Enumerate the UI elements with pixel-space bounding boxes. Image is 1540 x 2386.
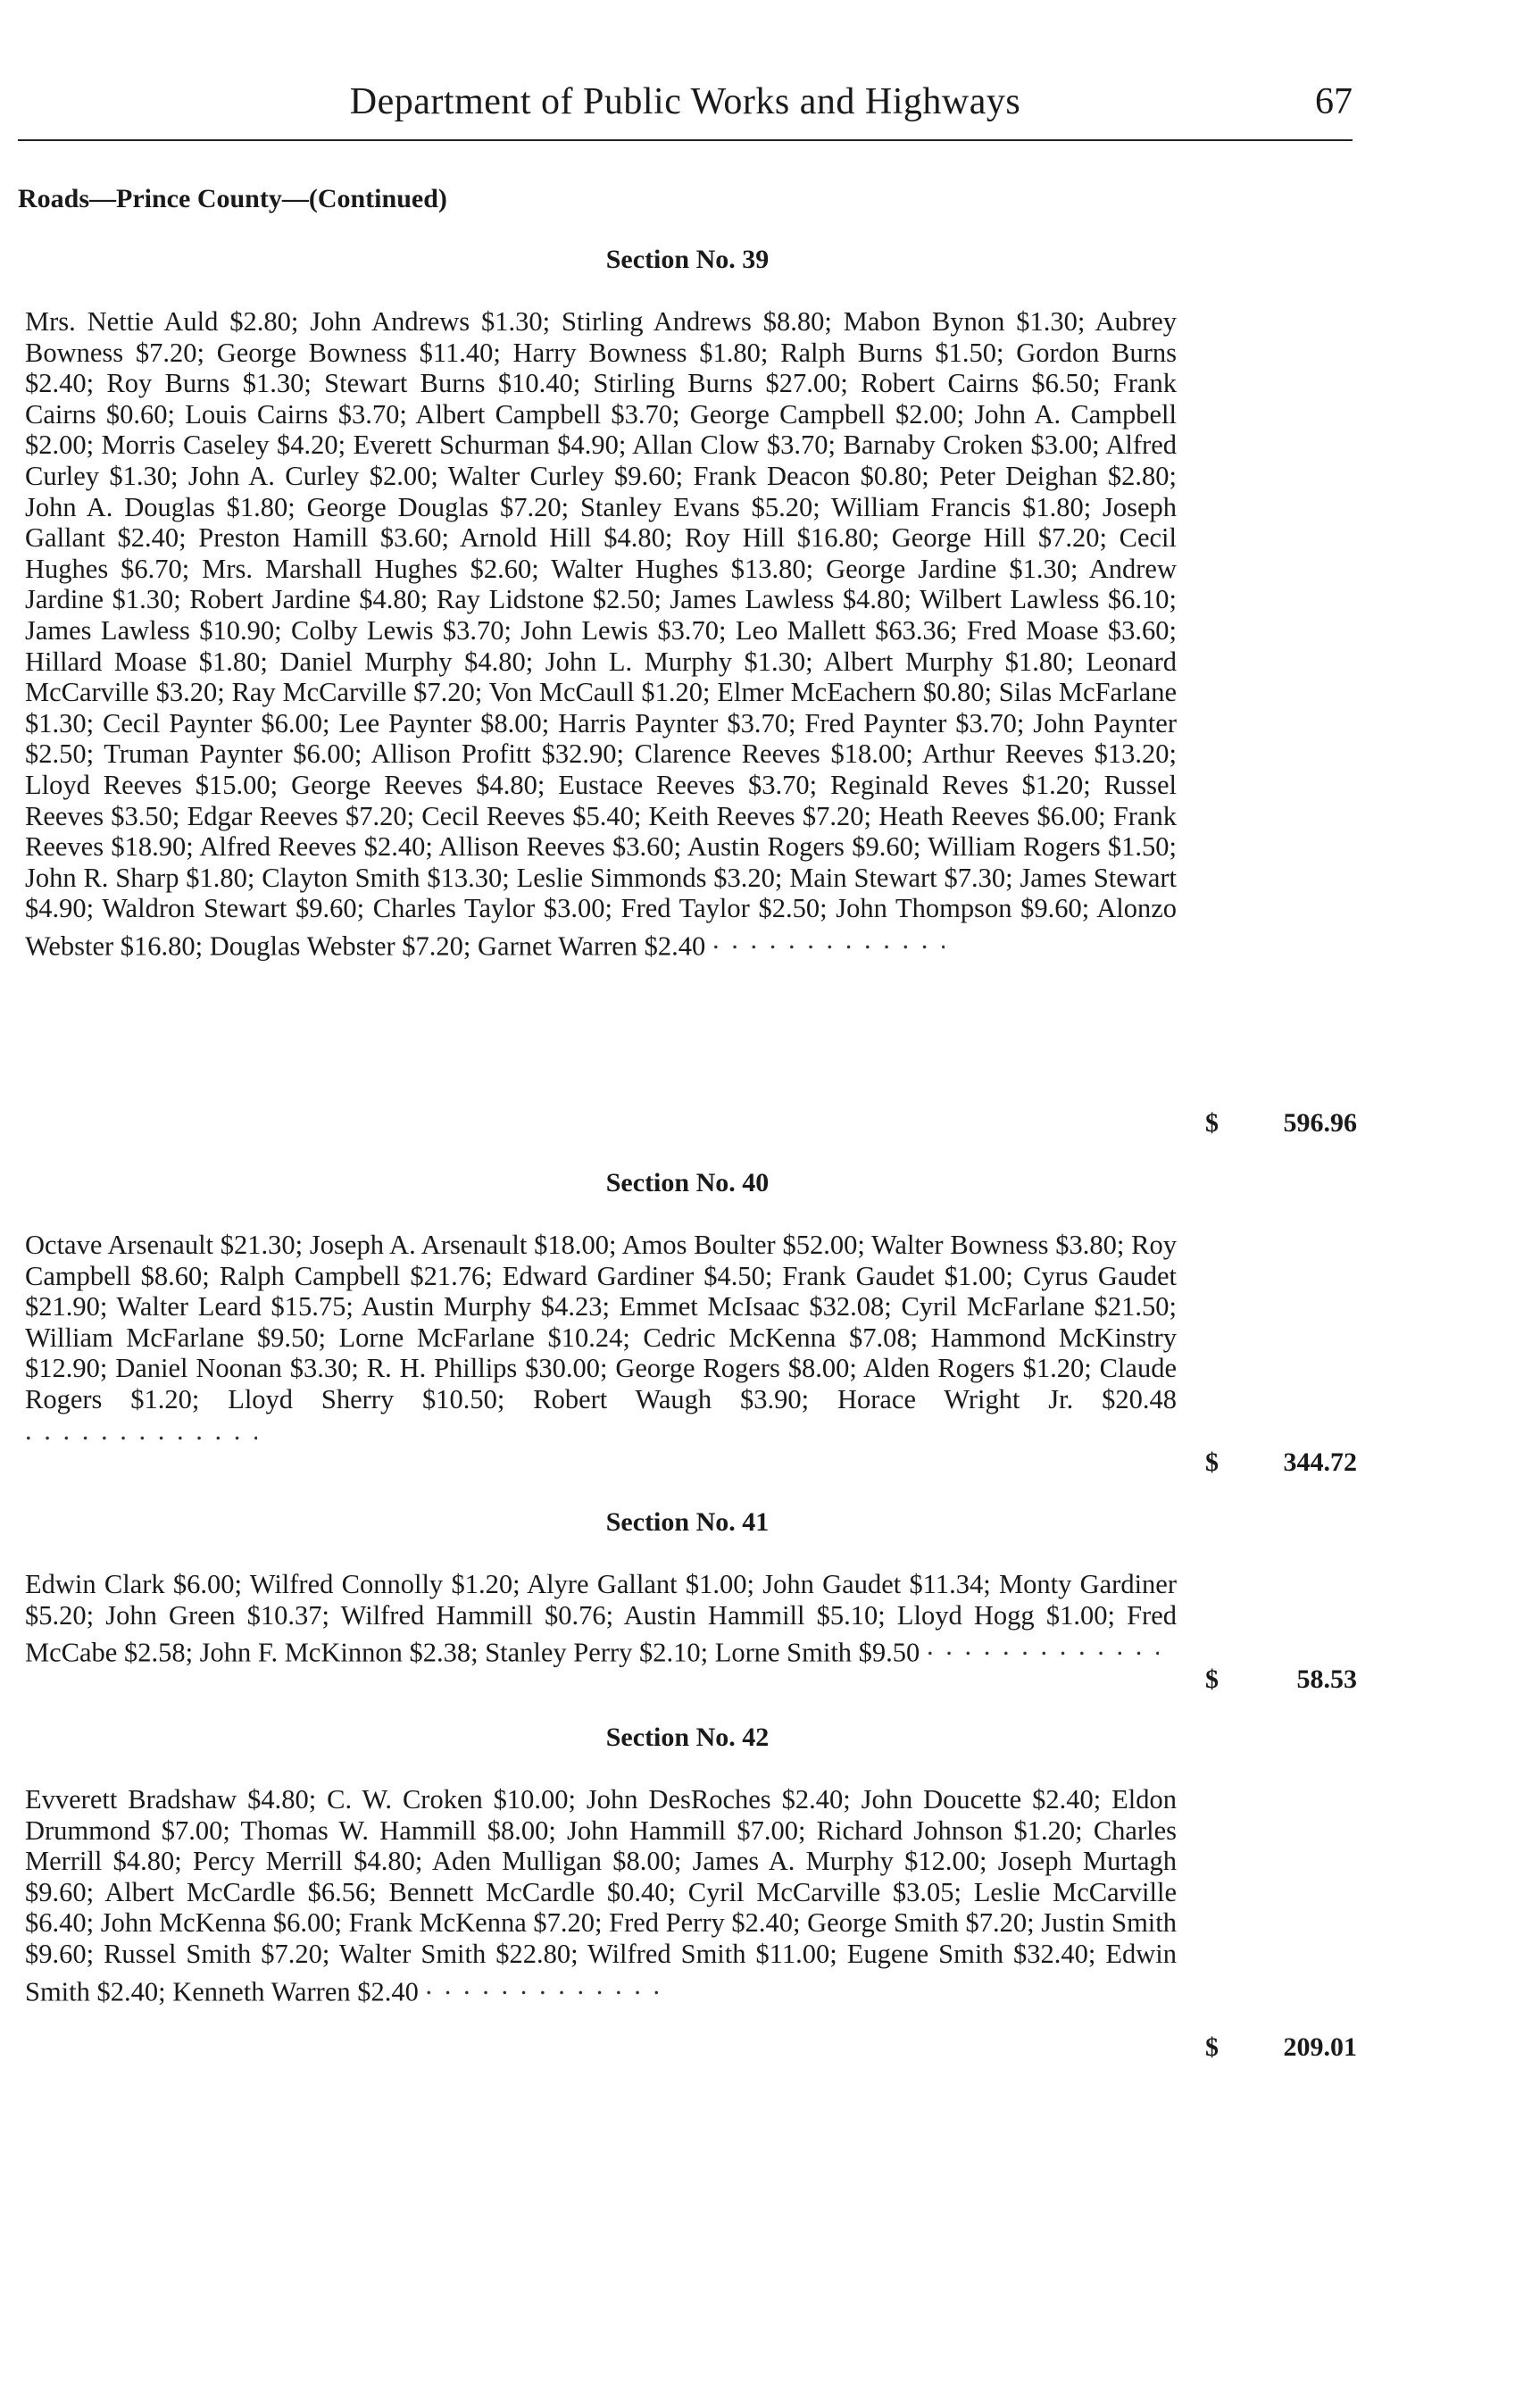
page-header xyxy=(18,80,1353,143)
section-41-text: Edwin Clark $6.00; Wilfred Connolly $1.20; Alyre Gallant $1.00; John Gaudet $11.34; Monty Gardiner $5.20; John Green $10.37; Wilfred Hammill $0.76; Austin Hammill $5.10; Lloyd Hogg $1.00; Fred McCabe $2.58; John F. McKinnon $2.38; Stanley Perry $2.10; Lorne Smith $9.50 xyxy=(25,1569,1177,1668)
section-40-paragraph xyxy=(25,1230,1177,1453)
section-40-currency: $ xyxy=(1205,1447,1219,1477)
section-39-text: Mrs. Nettie Auld $2.80; John Andrews $1.30; Stirling Andrews $8.80; Mabon Bynon $1.30; Aubrey Bowness $7.20; George Bowness $11.40; Harry Bowness $1.80; Ralph Burns $1.50; Gordon Burns $2.40; Roy Burns $1.30; Stewart Burns $10.40; Stirling Burns $27.00; Robert Cairns $6.50; Frank Cairns $0.60; Louis Cairns $3.70; Albert Campbell $3.70; George Campbell $2.00; John A. Campbell $2.00; Morris Caseley $4.20; Everett Schurman $4.90; Allan Clow $3.70; Barnaby Croken $3.00; Alfred Curley $1.30; John A. Curley $2.00; Walter Curley $9.60; Frank Deacon $0.80; Peter Deighan $2.80; John A. Douglas $1.80; George Douglas $7.20; Stanley Evans $5.20; William Francis $1.80; Joseph Gallant $2.40; Preston Hamill $3.60; Arnold Hill $4.80; Roy Hill $16.80; George Hill $7.20; Cecil Hughes $6.70; Mrs. Marshall Hughes $2.60; Walter Hughes $13.80; George Jardine $1.30; Andrew Jardine $1.30; Robert Jardine $4.80; Ray Lidstone $2.50; James Lawless $4.80; Wilbert Lawless $6.10; James Lawless $10.90; Colby Lewis $3.70; John Lewis $3.70; Leo Mallett $63.36; Fred Moase $3.60; Hillard Moase $1.80; Daniel Murphy $4.80; John L. Murphy $1.30; Albert Murphy $1.80; Leonard McCarville $3.20; Ray McCarville $7.20; Von McCaull $1.20; Elmer McEachern $0.80; Silas McFarlane $1.30; Cecil Paynter $6.00; Lee Paynter $8.00; Harris Paynter $3.70; Fred Paynter $3.70; John Paynter $2.50; Truman Paynter $6.00; Allison Profitt $32.90; Clarence Reeves $18.00; Arthur Reeves $13.20; Lloyd Reeves $15.00; George Reeves $4.80; Eustace Reeves $3.70; Reginald Reves $1.20; Russel Reeves $3.50; Edgar Reeves $7.20; Cecil Reeves $5.40; Keith Reeves $7.20; Heath Reeves $6.00; Frank Reeves $18.90; Alfred Reeves $2.40; Allison Reeves $3.60; Austin Rogers $9.60; William Rogers $1.50; John R. Sharp $1.80; Clayton Smith $13.30; Leslie Simmonds $3.20; Main Stewart $7.30; James Stewart $4.90; Waldron Stewart $9.60; Charles Taylor $3.00; Fred Taylor $2.50; John Thompson $9.60; Alonzo Webster $16.80; Douglas Webster $7.20; Garnet Warren $2.40 xyxy=(25,306,1177,962)
page-number: 67 xyxy=(1315,81,1353,122)
section-41-currency: $ xyxy=(1205,1664,1219,1694)
dot-leader xyxy=(927,1631,1159,1662)
section-42-paragraph xyxy=(25,1784,1177,2007)
dot-leader xyxy=(25,1415,257,1447)
section-40-total: 344.72 xyxy=(1283,1447,1357,1477)
section-heading-42: Section No. 42 xyxy=(605,1723,770,1752)
page-title: Department of Public Works and Highways xyxy=(349,81,1021,122)
section-40-text: Octave Arsenault $21.30; Joseph A. Arsenault $18.00; Amos Boulter $52.00; Walter Bowness $3.80; Roy Campbell $8.60; Ralph Campbell $21.76; Edward Gardiner $4.50; Frank Gaudet $1.00; Cyrus Gaudet $21.90; Walter Leard $15.75; Austin Murphy $4.23; Emmet McIsaac $32.08; Cyril McFarlane $21.50; William McFarlane $9.50; Lorne McFarlane $10.24; Cedric McKenna $7.08; Hammond McKinstry $12.90; Daniel Noonan $3.30; R. H. Phillips $30.00; George Rogers $8.00; Alden Rogers $1.20; Claude Rogers $1.20; Lloyd Sherry $10.50; Robert Waugh $3.90; Horace Wright Jr. $20.48 xyxy=(25,1230,1177,1414)
section-42-total: 209.01 xyxy=(1283,2032,1357,2062)
section-42-currency: $ xyxy=(1205,2032,1219,2062)
section-heading-40: Section No. 40 xyxy=(605,1168,770,1197)
header-rule xyxy=(18,139,1353,141)
dot-leader xyxy=(712,924,945,955)
section-41-total: 58.53 xyxy=(1296,1664,1357,1694)
section-heading-39: Section No. 39 xyxy=(605,245,770,274)
section-42-text: Evverett Bradshaw $4.80; C. W. Croken $10.00; John DesRoches $2.40; John Doucette $2.40; Eldon Drummond $7.00; Thomas W. Hammill $8.00; John Hammill $7.00; Richard Johnson $1.20; Charles Merrill $4.80; Percy Merrill $4.80; Aden Mulligan $8.00; James A. Murphy $12.00; Joseph Murtagh $9.60; Albert McCardle $6.56; Bennett McCardle $0.40; Cyril McCarville $3.05; Leslie McCarville $6.40; John McKenna $6.00; Frank McKenna $7.20; Fred Perry $2.40; George Smith $7.20; Justin Smith $9.60; Russel Smith $7.20; Walter Smith $22.80; Wilfred Smith $11.00; Eugene Smith $32.40; Edwin Smith $2.40; Kenneth Warren $2.40 xyxy=(25,1784,1177,2007)
section-39-currency: $ xyxy=(1205,1108,1219,1138)
section-41-paragraph xyxy=(25,1569,1177,1668)
section-39-total: 596.96 xyxy=(1283,1108,1357,1138)
section-39-paragraph xyxy=(25,306,1177,962)
dot-leader xyxy=(426,1970,658,2001)
section-heading-41: Section No. 41 xyxy=(605,1507,770,1537)
subheading: Roads—Prince County—(Continued) xyxy=(18,184,447,213)
